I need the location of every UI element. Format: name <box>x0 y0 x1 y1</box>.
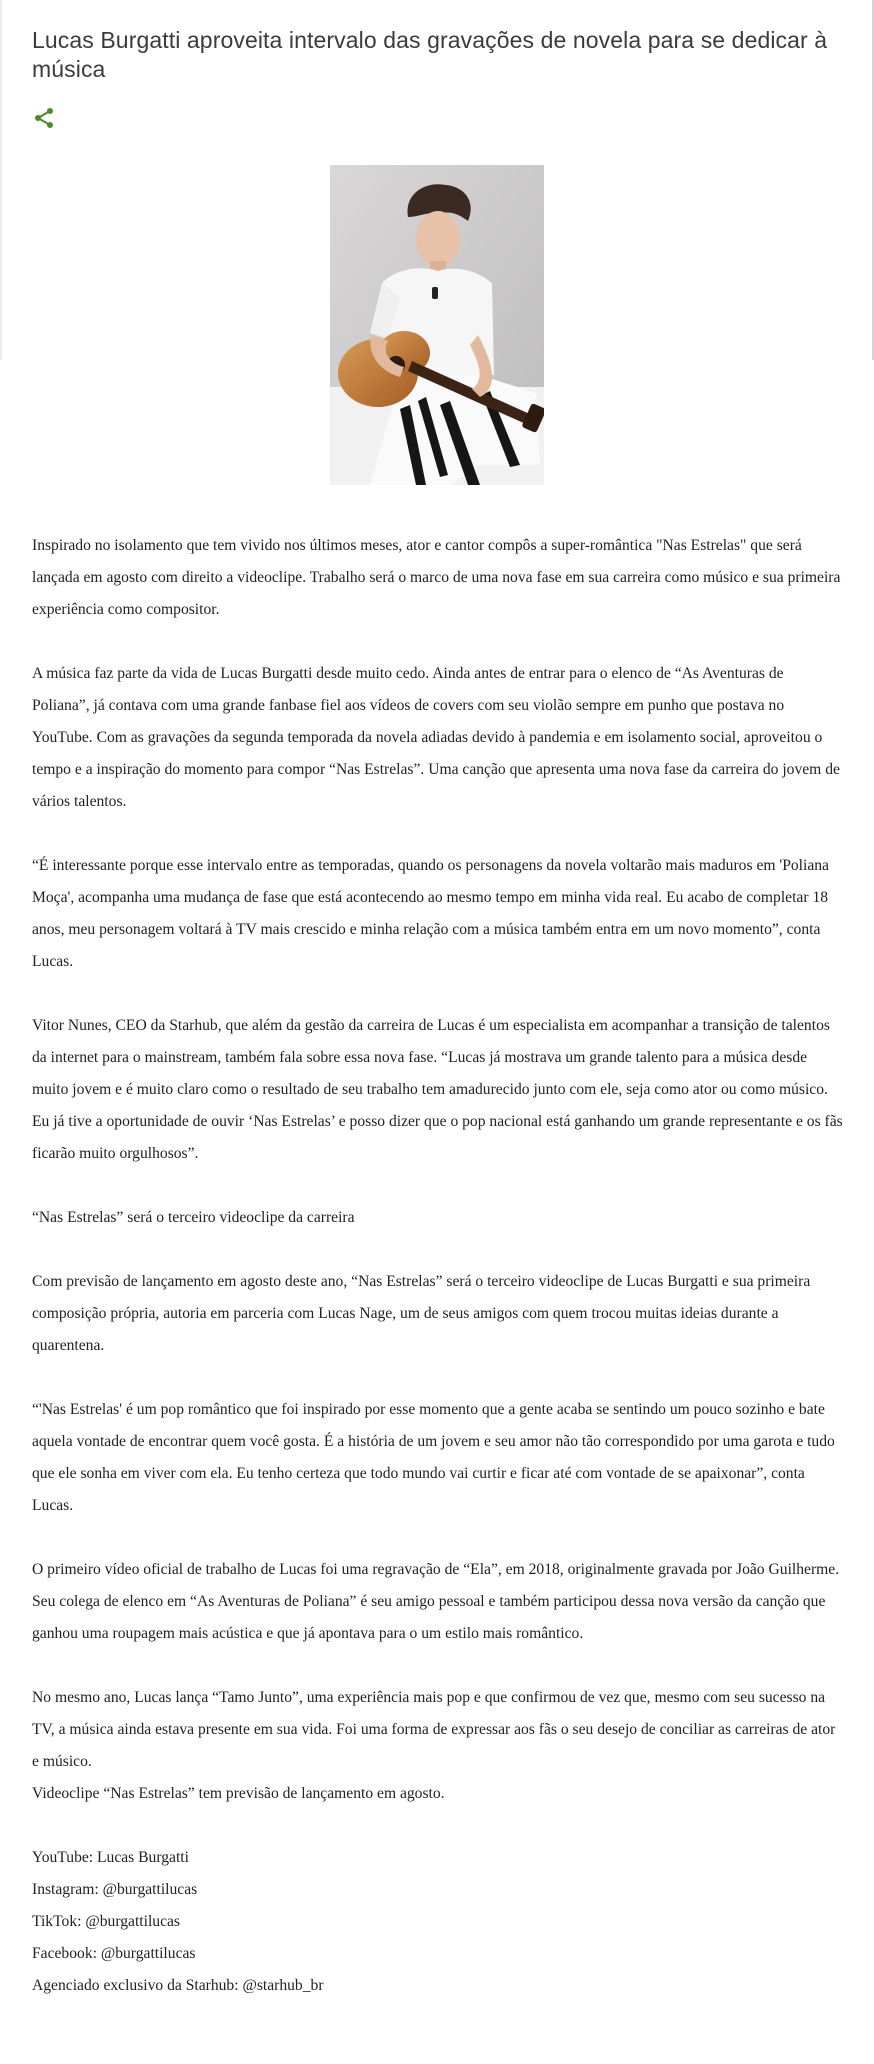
article-photo <box>330 165 544 485</box>
article-container <box>32 0 844 1994</box>
article-paragraph-8: No mesmo ano, Lucas lança “Tamo Junto”, uma experiência mais pop e que confirmou de vez que, mesmo com seu sucesso na TV, a música ainda estava presente em sua vida. Foi uma forma de expressar aos fãs o seu desejo de conciliar as carreiras de ator e músico. <box>32 1689 836 1770</box>
article-body <box>32 530 844 2002</box>
article-subheading: “Nas Estrelas” será o terceiro videoclipe da carreira <box>32 1209 355 1226</box>
article-paragraph-2: A música faz parte da vida de Lucas Burgatti desde muito cedo. Ainda antes de entrar para o elenco de “As Aventuras de Poliana”, já contava com uma grande fanbase fiel aos vídeos de covers com seu violão sempre em punho que postava no YouTube. Com as gravações da segunda temporada da novela adiadas devido à pandemia e em isolamento social, aproveitou o tempo e a inspiração do momento para compor “Nas Estrelas”. Uma canção que apresenta uma nova fase da carreira do jovem de vários talentos. <box>32 665 840 810</box>
page-left-edge <box>0 0 2 360</box>
article-paragraph-3: “É interessante porque esse intervalo entre as temporadas, quando os personagens da novela voltarão mais maduros em 'Poliana Moça', acompanha uma mudança de fase que está acontecendo ao mesmo tempo em minha vida real. Eu acabo de completar 18 anos, meu personagem voltará à TV mais crescido e minha relação com a música também entra em um novo momento”, conta Lucas. <box>32 857 829 970</box>
article-headline: Lucas Burgatti aproveita intervalo das gravações de novela para se dedicar à música <box>32 27 828 82</box>
article-paragraph-6: “'Nas Estrelas' é um pop romântico que foi inspirado por esse momento que a gente acaba se sentindo um pouco sozinho e bate aquela vontade de encontrar quem você gosta. É a história de um jovem e seu amor não tão correspondido por uma garota e tudo que ele sonha em viver com ela. Eu tenho certeza que todo mundo vai curtir e ficar até com vontade de se apaixonar”, conta Lucas. <box>32 1401 835 1514</box>
article-paragraph-4: Vitor Nunes, CEO da Starhub, que além da gestão da carreira de Lucas é um especialista em acompanhar a transição de talentos da internet para o mainstream, também fala sobre essa nova fase. “Lucas já mostrava um grande talento para a música desde muito jovem e é muito claro como o resultado de seu trabalho tem amadurecido junto com ele, seja como ator ou como músico. Eu já tive a oportunidade de ouvir ‘Nas Estrelas’ e posso dizer que o pop nacional está ganhando um grande representante e os fãs ficarão muito orgulhosos”. <box>32 1017 843 1162</box>
release-note: Videoclipe “Nas Estrelas” tem previsão de lançamento em agosto. <box>32 1785 445 1802</box>
article-paragraph-5: Com previsão de lançamento em agosto deste ano, “Nas Estrelas” será o terceiro videoclipe de Lucas Burgatti e sua primeira composição própria, autoria em parceria com Lucas Nage, um de seus amigos com quem trocou muitas ideias durante a quarentena. <box>32 1273 811 1354</box>
contact-facebook: Facebook: @burgattilucas <box>32 1945 196 1962</box>
article-paragraph-7: O primeiro vídeo oficial de trabalho de Lucas foi uma regravação de “Ela”, em 2018, originalmente gravada por João Guilherme. Seu colega de elenco em “As Aventuras de Poliana” é seu amigo pessoal e também participou dessa nova versão da canção que ganhou uma roupagem mais acústica e que já apontava para o um estilo mais romântico. <box>32 1561 840 1642</box>
contact-tiktok: TikTok: @burgattilucas <box>32 1913 180 1930</box>
article-paragraph-1: Inspirado no isolamento que tem vivido nos últimos meses, ator e cantor compôs a super-romântica "Nas Estrelas" que será lançada em agosto com direito a videoclipe. Trabalho será o marco de uma nova fase em sua carreira como músico e sua primeira experiência como compositor. <box>32 537 841 618</box>
contact-list <box>32 1842 844 2002</box>
share-icon[interactable] <box>32 106 56 130</box>
photo-illustration <box>330 165 544 485</box>
contact-instagram: Instagram: @burgattilucas <box>32 1881 198 1898</box>
contact-youtube: YouTube: Lucas Burgatti <box>32 1849 189 1866</box>
contact-agency: Agenciado exclusivo da Starhub: @starhub_br <box>32 1977 324 1994</box>
